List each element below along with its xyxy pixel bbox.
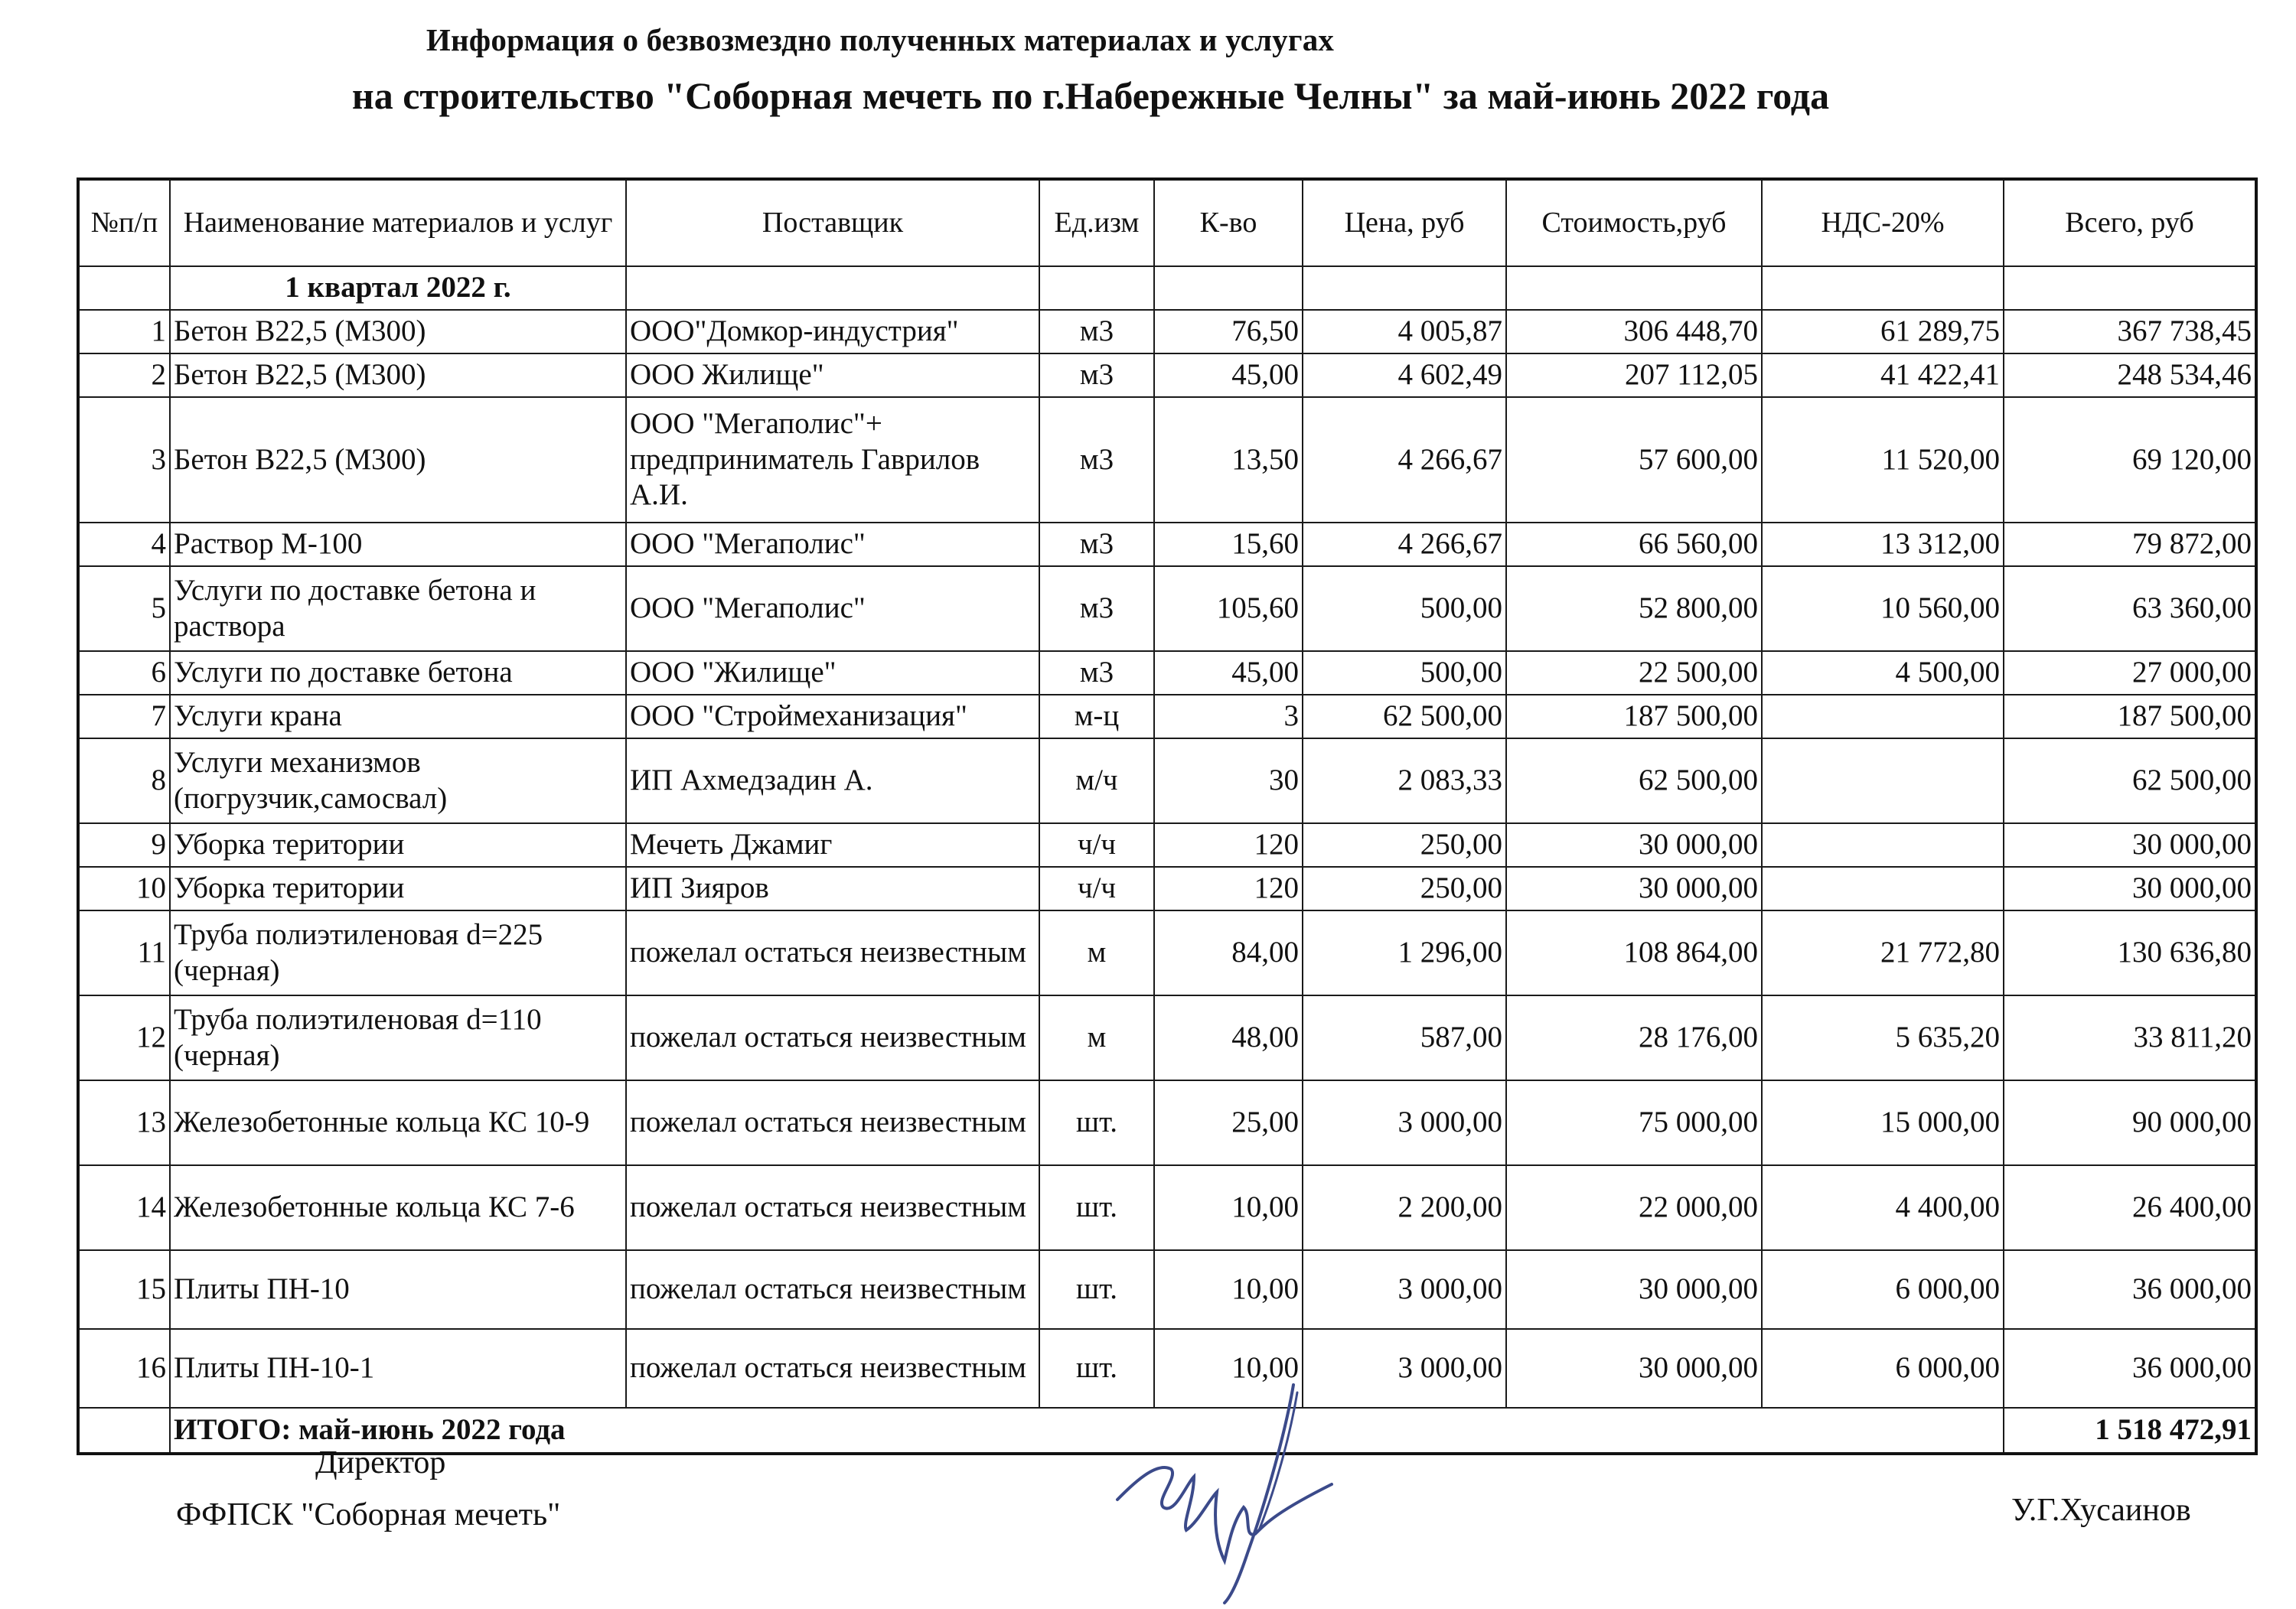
cell-item-name: Бетон В22,5 (М300) (170, 353, 626, 397)
col-header-unit: Ед.изм (1039, 179, 1154, 266)
cell-total: 248 534,46 (2004, 353, 2256, 397)
cell-item-name: Бетон В22,5 (М300) (170, 310, 626, 353)
cell-price: 4 005,87 (1303, 310, 1506, 353)
cell-row-number: 14 (78, 1165, 170, 1250)
section-row (78, 266, 2256, 310)
cell-row-number: 4 (78, 523, 170, 566)
cell-vat: 5 635,20 (1762, 995, 2004, 1080)
cell-total: 26 400,00 (2004, 1165, 2256, 1250)
col-header-supplier: Поставщик (626, 179, 1039, 266)
cell-row-number: 9 (78, 823, 170, 867)
cell-quantity: 120 (1154, 867, 1303, 910)
cell-unit: м3 (1039, 651, 1154, 695)
cell-supplier: ООО "Мегаполис"+ предприниматель Гаврилов А.И. (626, 397, 1039, 523)
cell-quantity: 15,60 (1154, 523, 1303, 566)
cell-cost: 30 000,00 (1506, 1329, 1762, 1408)
cell-item-name: Раствор М-100 (170, 523, 626, 566)
cell-vat: 41 422,41 (1762, 353, 2004, 397)
cell-unit: м/ч (1039, 738, 1154, 823)
cell-supplier: ООО"Домкор-индустрия" (626, 310, 1039, 353)
table-row (78, 910, 2256, 995)
col-header-vat: НДС-20% (1762, 179, 2004, 266)
cell-total: 69 120,00 (2004, 397, 2256, 523)
cell-cost: 57 600,00 (1506, 397, 1762, 523)
cell-total: 33 811,20 (2004, 995, 2256, 1080)
cell-row-number: 8 (78, 738, 170, 823)
cell-unit: шт. (1039, 1165, 1154, 1250)
cell-price: 250,00 (1303, 867, 1506, 910)
cell-vat (1762, 695, 2004, 738)
table-row (78, 523, 2256, 566)
cell-vat: 6 000,00 (1762, 1329, 2004, 1408)
cell-quantity: 45,00 (1154, 353, 1303, 397)
cell-vat: 4 400,00 (1762, 1165, 2004, 1250)
table-row (78, 738, 2256, 823)
cell-row-number: 15 (78, 1250, 170, 1329)
cell-unit: м3 (1039, 523, 1154, 566)
cell-item-name: Услуги механизмов (погрузчик,самосвал) (170, 738, 626, 823)
cell-price: 4 602,49 (1303, 353, 1506, 397)
cell-unit: шт. (1039, 1080, 1154, 1165)
cell-item-name: Железобетонные кольца КС 7-6 (170, 1165, 626, 1250)
cell-cost: 306 448,70 (1506, 310, 1762, 353)
cell-total: 130 636,80 (2004, 910, 2256, 995)
cell-quantity: 84,00 (1154, 910, 1303, 995)
cell-vat: 6 000,00 (1762, 1250, 2004, 1329)
cell-unit: ч/ч (1039, 823, 1154, 867)
cell-supplier: ООО "Мегаполис" (626, 523, 1039, 566)
cell-quantity: 10,00 (1154, 1165, 1303, 1250)
table-row (78, 995, 2256, 1080)
cell-vat: 4 500,00 (1762, 651, 2004, 695)
cell-row-number: 12 (78, 995, 170, 1080)
cell-item-name: Уборка територии (170, 823, 626, 867)
table-row (78, 1080, 2256, 1165)
cell-total: 90 000,00 (2004, 1080, 2256, 1165)
cell-vat: 15 000,00 (1762, 1080, 2004, 1165)
cell-cost: 75 000,00 (1506, 1080, 1762, 1165)
cell-price: 500,00 (1303, 651, 1506, 695)
cell-price: 1 296,00 (1303, 910, 1506, 995)
cell-price: 3 000,00 (1303, 1329, 1506, 1408)
cell-total: 63 360,00 (2004, 566, 2256, 651)
cell-cost: 52 800,00 (1506, 566, 1762, 651)
col-header-total: Всего, руб (2004, 179, 2256, 266)
cell-supplier: Мечеть Джамиг (626, 823, 1039, 867)
cell-row-number: 16 (78, 1329, 170, 1408)
cell-supplier: ООО "Строймеханизация" (626, 695, 1039, 738)
cell-unit: м (1039, 995, 1154, 1080)
cell-vat: 61 289,75 (1762, 310, 2004, 353)
table-header-row (78, 179, 2256, 266)
cell-cost: 22 500,00 (1506, 651, 1762, 695)
cell-quantity: 48,00 (1154, 995, 1303, 1080)
cell-cost: 187 500,00 (1506, 695, 1762, 738)
cell-price: 2 200,00 (1303, 1165, 1506, 1250)
cell-total: 27 000,00 (2004, 651, 2256, 695)
cell-cost: 30 000,00 (1506, 823, 1762, 867)
cell-supplier: ИП Ахмедзадин А. (626, 738, 1039, 823)
cell-item-name: Бетон В22,5 (М300) (170, 397, 626, 523)
cell-cost: 108 864,00 (1506, 910, 1762, 995)
cell-vat (1762, 823, 2004, 867)
cell-cost: 22 000,00 (1506, 1165, 1762, 1250)
signer-position: Директор (315, 1445, 446, 1480)
cell-vat: 10 560,00 (1762, 566, 2004, 651)
signer-organization: ФФПСК "Соборная мечеть" (176, 1497, 561, 1532)
section-label: 1 квартал 2022 г. (170, 266, 626, 310)
cell-unit: м-ц (1039, 695, 1154, 738)
cell-item-name: Труба полиэтиленовая d=110 (черная) (170, 995, 626, 1080)
cell-unit: шт. (1039, 1250, 1154, 1329)
cell-vat (1762, 738, 2004, 823)
cell-supplier: ООО "Жилище" (626, 651, 1039, 695)
signer-name: У.Г.Хусаинов (2011, 1493, 2191, 1528)
cell-price: 4 266,67 (1303, 523, 1506, 566)
col-header-price: Цена, руб (1303, 179, 1506, 266)
materials-table (77, 178, 2258, 1455)
cell-unit: м3 (1039, 353, 1154, 397)
cell-cost: 62 500,00 (1506, 738, 1762, 823)
cell-supplier: пожелал остаться неизвестным (626, 1329, 1039, 1408)
cell-price: 500,00 (1303, 566, 1506, 651)
table-row (78, 353, 2256, 397)
cell-total: 36 000,00 (2004, 1329, 2256, 1408)
signature-stroke-3 (1259, 1392, 1297, 1530)
cell-quantity: 10,00 (1154, 1329, 1303, 1408)
cell-row-number: 11 (78, 910, 170, 995)
cell-row-number: 7 (78, 695, 170, 738)
cell-row-number: 1 (78, 310, 170, 353)
cell-row-number: 5 (78, 566, 170, 651)
cell-quantity: 13,50 (1154, 397, 1303, 523)
cell-quantity: 3 (1154, 695, 1303, 738)
cell-price: 587,00 (1303, 995, 1506, 1080)
cell-unit: шт. (1039, 1329, 1154, 1408)
cell-price: 250,00 (1303, 823, 1506, 867)
handwritten-signature (1102, 1370, 1347, 1607)
cell-supplier: ООО "Мегаполис" (626, 566, 1039, 651)
cell-vat: 21 772,80 (1762, 910, 2004, 995)
cell-total: 367 738,45 (2004, 310, 2256, 353)
cell-cost: 30 000,00 (1506, 1250, 1762, 1329)
cell-total: 62 500,00 (2004, 738, 2256, 823)
cell-cost: 28 176,00 (1506, 995, 1762, 1080)
table-row (78, 1250, 2256, 1329)
table-row (78, 310, 2256, 353)
table-body (78, 266, 2256, 1408)
cell-supplier: ООО Жилище" (626, 353, 1039, 397)
cell-cost: 66 560,00 (1506, 523, 1762, 566)
cell-vat: 11 520,00 (1762, 397, 2004, 523)
signature-stroke-2 (1225, 1385, 1293, 1603)
cell-row-number: 2 (78, 353, 170, 397)
cell-price: 3 000,00 (1303, 1250, 1506, 1329)
table-row (78, 823, 2256, 867)
cell-quantity: 45,00 (1154, 651, 1303, 695)
table-row (78, 566, 2256, 651)
table-row (78, 1165, 2256, 1250)
cell-item-name: Плиты ПН-10 (170, 1250, 626, 1329)
cell-item-name: Железобетонные кольца КС 10-9 (170, 1080, 626, 1165)
cell-price: 3 000,00 (1303, 1080, 1506, 1165)
total-value: 1 518 472,91 (2004, 1408, 2256, 1454)
cell-unit: м3 (1039, 397, 1154, 523)
cell-item-name: Услуги крана (170, 695, 626, 738)
cell-quantity: 76,50 (1154, 310, 1303, 353)
cell-price: 4 266,67 (1303, 397, 1506, 523)
cell-quantity: 30 (1154, 738, 1303, 823)
cell-cost: 30 000,00 (1506, 867, 1762, 910)
cell-total: 79 872,00 (2004, 523, 2256, 566)
cell-supplier: пожелал остаться неизвестным (626, 1080, 1039, 1165)
cell-unit: м (1039, 910, 1154, 995)
cell-total: 30 000,00 (2004, 823, 2256, 867)
col-header-quantity: К-во (1154, 179, 1303, 266)
cell-cost: 207 112,05 (1506, 353, 1762, 397)
cell-supplier: ИП Зияров (626, 867, 1039, 910)
cell-price: 62 500,00 (1303, 695, 1506, 738)
cell-quantity: 105,60 (1154, 566, 1303, 651)
cell-quantity: 120 (1154, 823, 1303, 867)
cell-unit: м3 (1039, 310, 1154, 353)
cell-total: 30 000,00 (2004, 867, 2256, 910)
cell-row-number: 10 (78, 867, 170, 910)
cell-row-number: 13 (78, 1080, 170, 1165)
cell-price: 2 083,33 (1303, 738, 1506, 823)
table-row (78, 867, 2256, 910)
col-header-number: №п/п (78, 179, 170, 266)
table-row (78, 397, 2256, 523)
total-label: ИТОГО: май-июнь 2022 года (170, 1408, 2004, 1454)
document-subtitle: на строительство "Соборная мечеть по г.Набережные Челны" за май-июнь 2022 года (351, 74, 1830, 117)
cell-total: 36 000,00 (2004, 1250, 2256, 1329)
cell-unit: м3 (1039, 566, 1154, 651)
cell-quantity: 25,00 (1154, 1080, 1303, 1165)
cell-supplier: пожелал остаться неизвестным (626, 910, 1039, 995)
col-header-cost: Стоимость,руб (1506, 179, 1762, 266)
cell-item-name: Плиты ПН-10-1 (170, 1329, 626, 1408)
col-header-name: Наименование материалов и услуг (170, 179, 626, 266)
cell-row-number: 6 (78, 651, 170, 695)
cell-item-name: Труба полиэтиленовая d=225 (черная) (170, 910, 626, 995)
cell-quantity: 10,00 (1154, 1250, 1303, 1329)
cell-item-name: Услуги по доставке бетона и раствора (170, 566, 626, 651)
cell-total: 187 500,00 (2004, 695, 2256, 738)
table-row (78, 651, 2256, 695)
signature-stroke-1 (1117, 1467, 1332, 1561)
cell-vat: 13 312,00 (1762, 523, 2004, 566)
document-title: Информация о безвозмездно полученных материалах и услугах (426, 22, 1335, 57)
cell-unit: ч/ч (1039, 867, 1154, 910)
cell-supplier: пожелал остаться неизвестным (626, 1165, 1039, 1250)
cell-item-name: Уборка територии (170, 867, 626, 910)
cell-row-number: 3 (78, 397, 170, 523)
table-row (78, 695, 2256, 738)
cell-vat (1762, 867, 2004, 910)
cell-supplier: пожелал остаться неизвестным (626, 995, 1039, 1080)
cell-supplier: пожелал остаться неизвестным (626, 1250, 1039, 1329)
cell-item-name: Услуги по доставке бетона (170, 651, 626, 695)
